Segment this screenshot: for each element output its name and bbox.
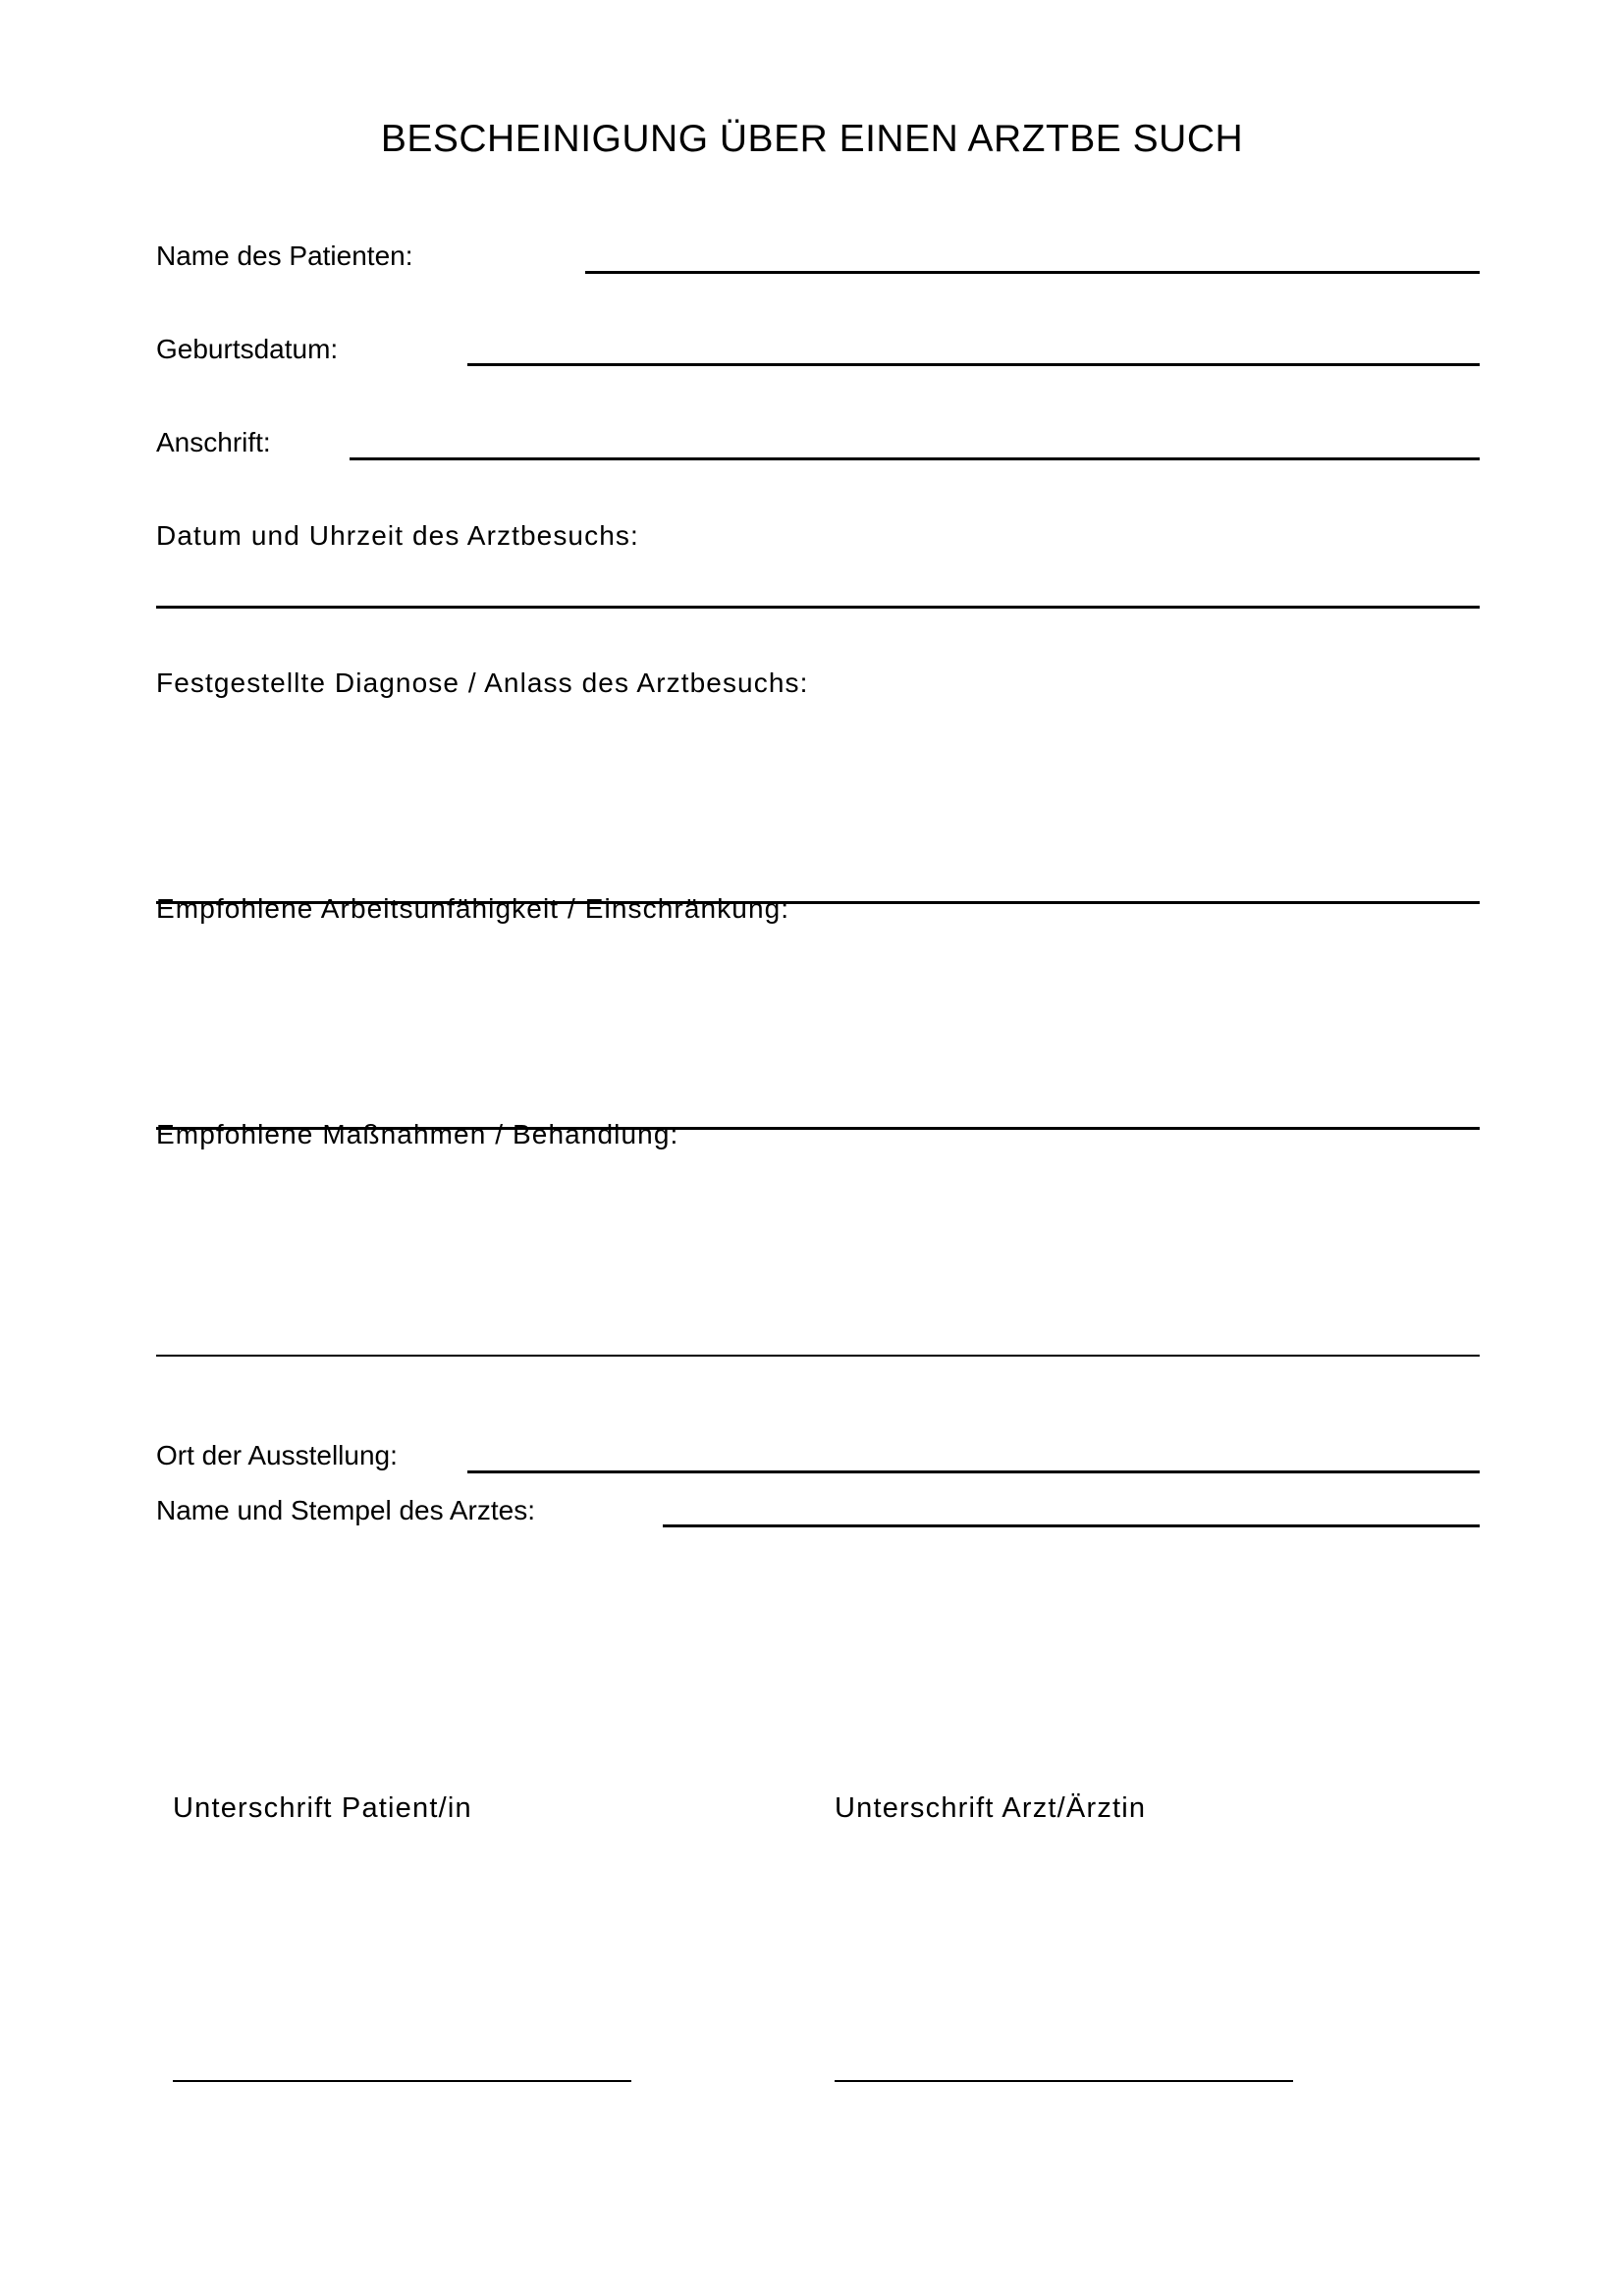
- patient-signature-label: Unterschrift Patient/in: [173, 1792, 472, 1824]
- doctor-name-stamp-label: Name und Stempel des Arztes:: [156, 1495, 535, 1525]
- visit-datetime-label: Datum und Uhrzeit des Arztbesuchs:: [156, 520, 639, 551]
- doctor-name-stamp-field[interactable]: [663, 1524, 1480, 1527]
- visit-datetime-field[interactable]: [156, 606, 1480, 609]
- measures-field[interactable]: [156, 1355, 1480, 1357]
- measures-label: Empfohlene Maßnahmen / Behandlung:: [156, 1119, 679, 1149]
- patient-name-field[interactable]: [585, 271, 1480, 274]
- doctor-signature-line[interactable]: [835, 2080, 1293, 2082]
- patient-signature-line[interactable]: [173, 2080, 631, 2082]
- document-title: BESCHEINIGUNG ÜBER EINEN ARZTBE SUCH: [380, 118, 1244, 160]
- birth-date-label: Geburtsdatum:: [156, 334, 339, 364]
- address-label: Anschrift:: [156, 427, 271, 457]
- issue-place-field[interactable]: [467, 1470, 1480, 1473]
- doctor-signature-label: Unterschrift Arzt/Ärztin: [835, 1792, 1147, 1824]
- patient-name-label: Name des Patienten:: [156, 240, 413, 271]
- address-field[interactable]: [350, 457, 1480, 460]
- incapacity-label: Empfohlene Arbeitsunfähigkeit / Einschränkung:: [156, 893, 790, 924]
- diagnosis-label: Festgestellte Diagnose / Anlass des Arztbesuchs:: [156, 667, 809, 698]
- issue-place-label: Ort der Ausstellung:: [156, 1440, 398, 1470]
- birth-date-field[interactable]: [467, 363, 1480, 366]
